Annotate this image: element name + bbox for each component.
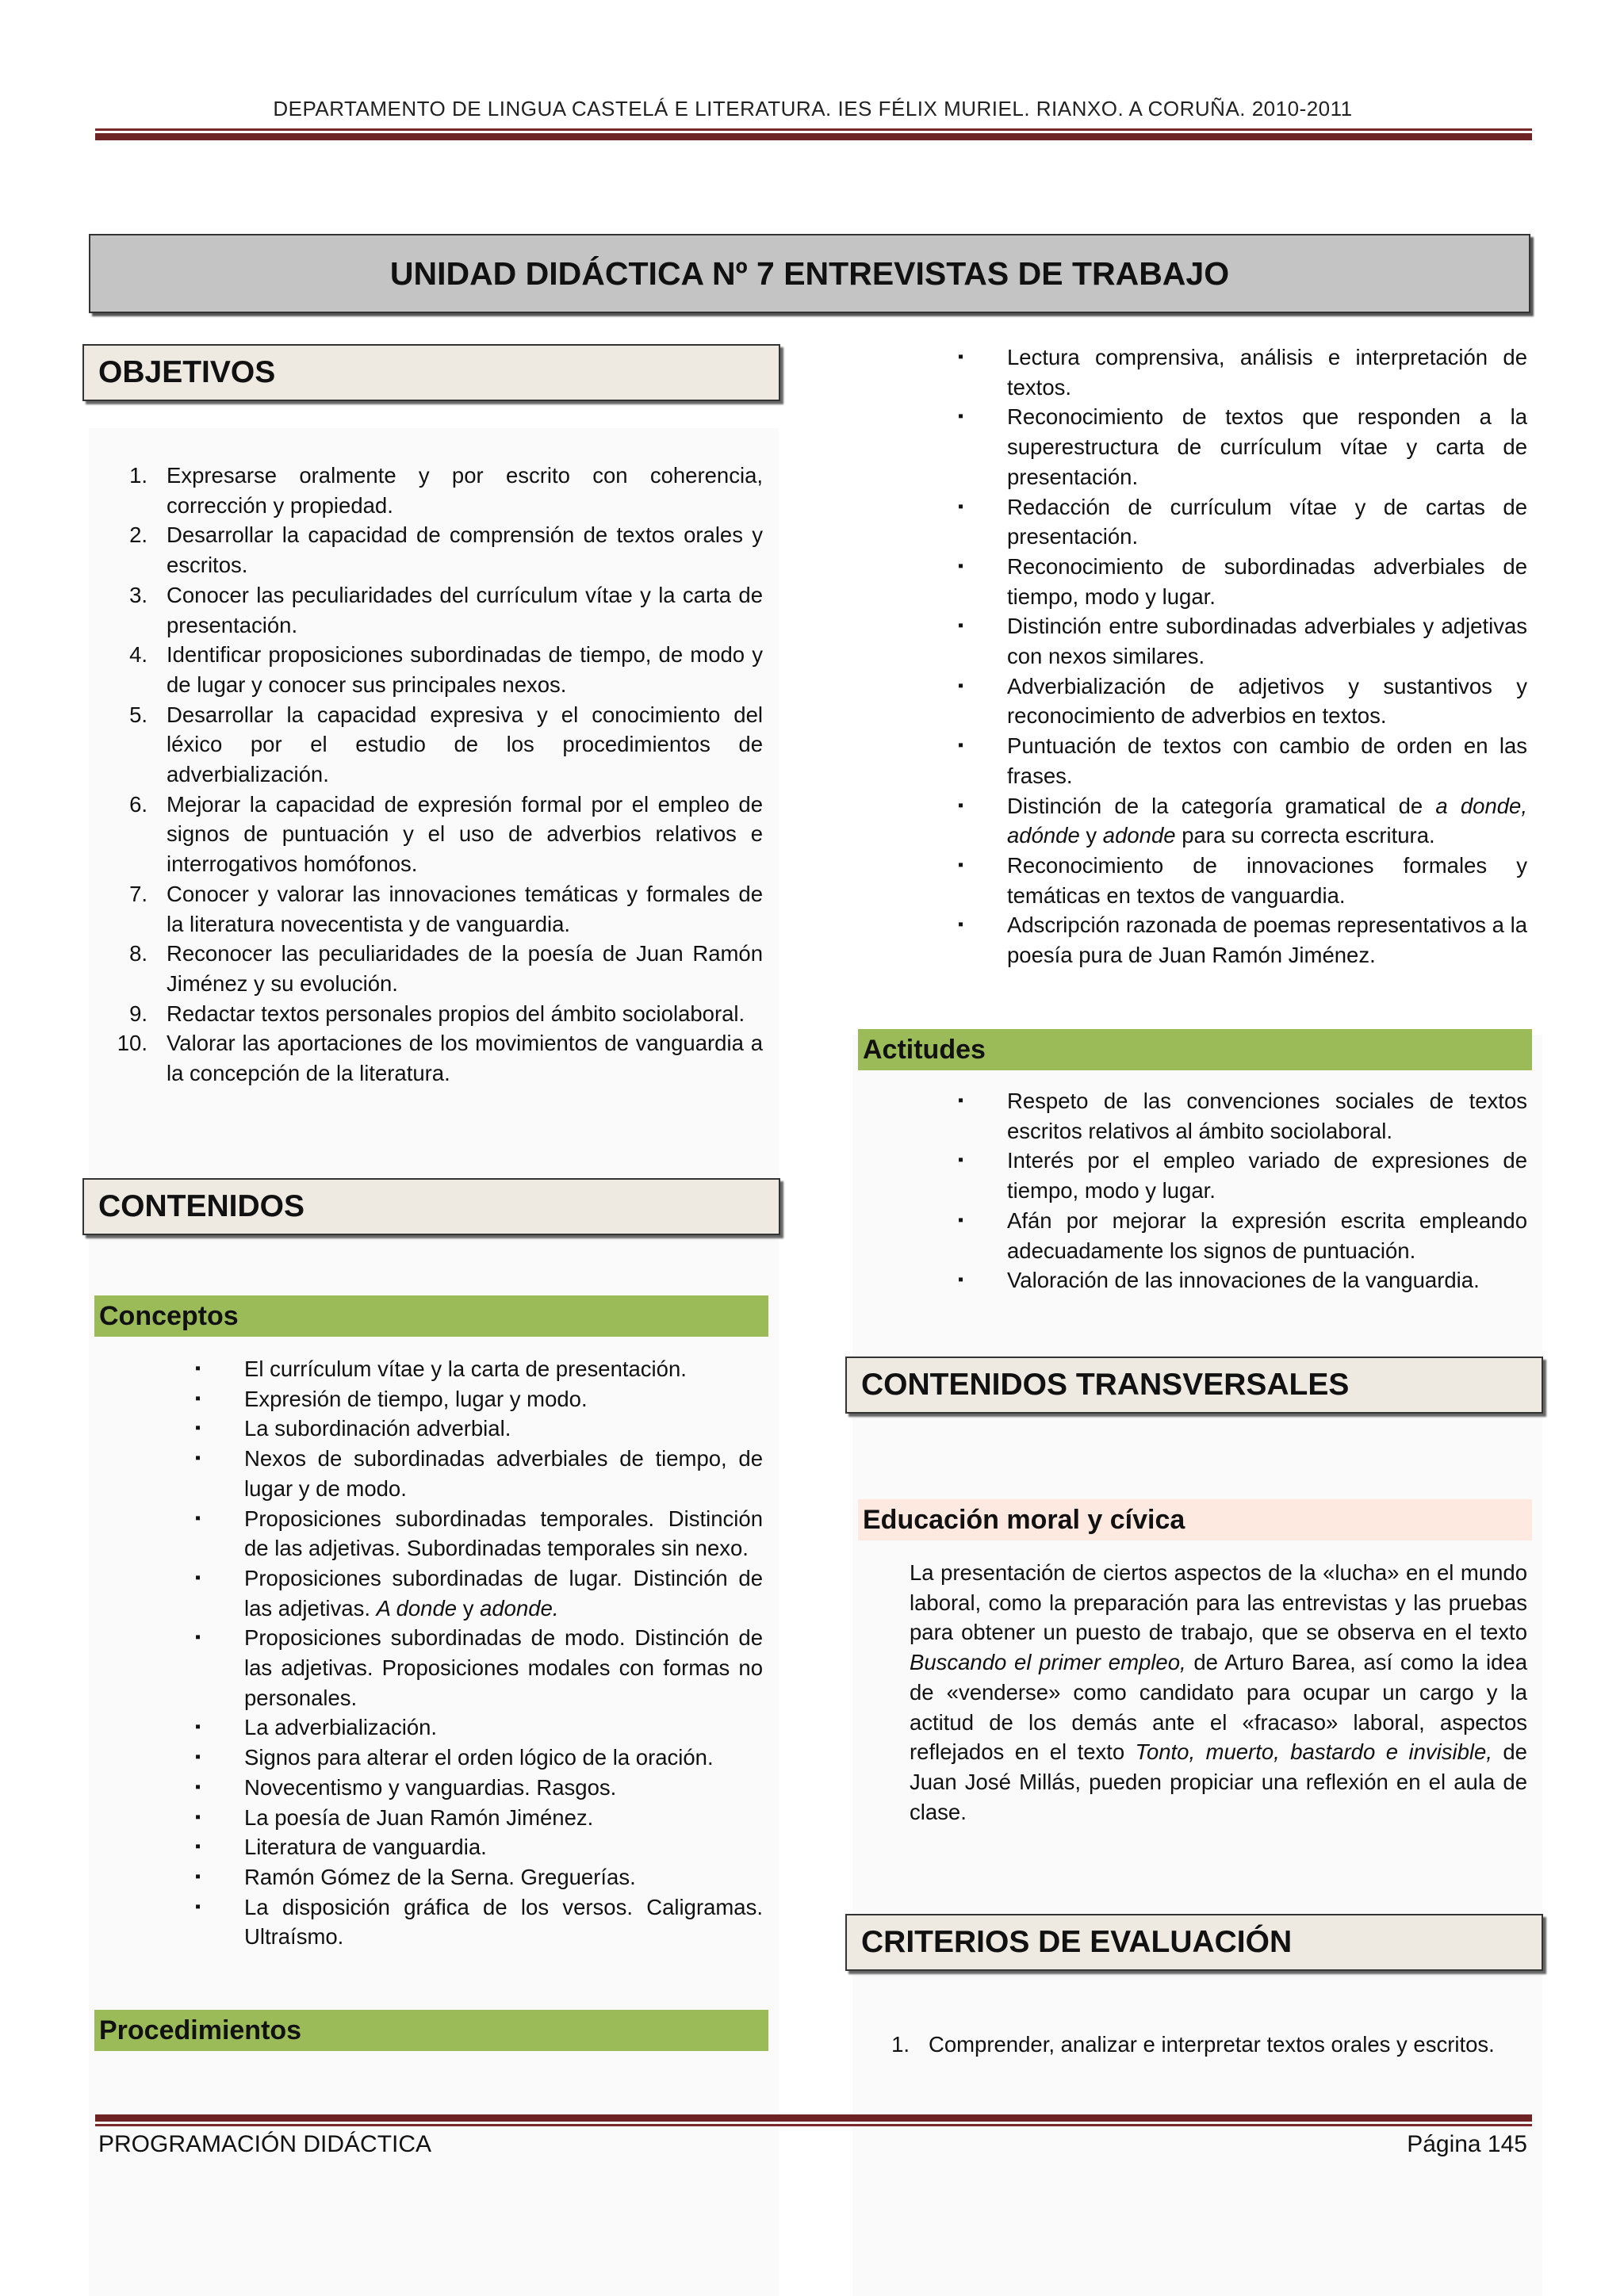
procedimiento-item [958, 342, 1527, 402]
objetivo-item-text: Identificar proposiciones subordinadas de tiempo, de modo y de lugar y conocer sus principales nexos. [167, 642, 763, 697]
objetivo-item-number: 1. [129, 463, 147, 488]
actitud-item-text: Interés por el empleo variado de expresiones de tiempo, modo y lugar. [1007, 1148, 1527, 1203]
concepto-item-text: Novecentismo y vanguardias. Rasgos. [244, 1774, 617, 1800]
procedimientos-list [958, 342, 1527, 970]
concepto-item-text: Proposiciones subordinadas de lugar. Distinción de las adjetivas. A donde y adonde. [244, 1565, 763, 1621]
actitudes-list [958, 1086, 1527, 1295]
bullet-icon: ▪ [195, 1777, 201, 1796]
actitud-item [958, 1086, 1527, 1146]
concepto-item-text: Proposiciones subordinadas de modo. Distinción de las adjetivas. Proposiciones modales con formas no personales. [244, 1625, 763, 1710]
actitud-item-text: Valoración de las innovaciones de la vanguardia. [1007, 1268, 1480, 1293]
bullet-icon: ▪ [195, 1628, 201, 1647]
procedimiento-item-text: Redacción de currículum vítae y de cartas de presentación. [1007, 494, 1527, 549]
bullet-icon: ▪ [195, 1509, 201, 1527]
objetivo-item-number: 7. [129, 881, 147, 906]
contenidos-heading: CONTENIDOS [82, 1178, 780, 1235]
concepto-item-text: Nexos de subordinadas adverbiales de tiempo, de lugar y de modo. [244, 1446, 763, 1501]
bullet-icon: ▪ [958, 1271, 964, 1289]
bullet-icon: ▪ [958, 796, 964, 814]
concepto-item-text: La poesía de Juan Ramón Jiménez. [244, 1804, 594, 1830]
criterio-item [860, 2030, 1527, 2060]
page-header: DEPARTAMENTO DE LINGUA CASTELÁ E LITERATURA. IES FÉLIX MURIEL. RIANXO. A CORUÑA. 2010-2011 [273, 97, 1353, 121]
objetivo-item-text: Valorar las aportaciones de los movimientos de vanguardia a la concepción de la literatura. [167, 1031, 763, 1086]
concepto-item [195, 1892, 763, 1952]
concepto-item [195, 1832, 763, 1862]
procedimiento-item [958, 851, 1527, 910]
bullet-icon: ▪ [195, 1360, 201, 1377]
procedimiento-item-text: Distinción entre subordinadas adverbiales y adjetivas con nexos similares. [1007, 614, 1527, 669]
procedimiento-item [958, 672, 1527, 731]
procedimiento-item-text: Reconocimiento de subordinadas adverbiales de tiempo, modo y lugar. [1007, 553, 1527, 609]
bullet-icon: ▪ [958, 617, 964, 635]
bullet-icon: ▪ [958, 1211, 964, 1229]
concepto-item [195, 1504, 763, 1563]
objetivo-item-number: 10. [117, 1031, 147, 1056]
bullet-icon: ▪ [195, 1867, 201, 1885]
objetivo-item [98, 700, 763, 790]
procedimiento-item-text: Adverbialización de adjetivos y sustantivos y reconocimiento de adverbios en textos. [1007, 673, 1527, 729]
procedimiento-item-text: Distinción de la categoría gramatical de a donde, adónde y adonde para su correcta escritura. [1007, 793, 1527, 848]
concepto-item [195, 1563, 763, 1623]
actitud-item [958, 1265, 1527, 1295]
bullet-icon: ▪ [195, 1897, 201, 1915]
bullet-icon: ▪ [195, 1419, 201, 1437]
bullet-icon: ▪ [958, 408, 964, 426]
criterio-item-text: Comprender, analizar e interpretar textos orales y escritos. [929, 2032, 1495, 2057]
objetivo-item [98, 520, 763, 580]
procedimiento-item [958, 402, 1527, 492]
actitud-item-text: Respeto de las convenciones sociales de textos escritos relativos al ámbito sociolaboral. [1007, 1089, 1527, 1143]
concepto-item [195, 1623, 763, 1712]
procedimiento-item [958, 791, 1527, 851]
objetivo-item [98, 939, 763, 998]
bullet-icon: ▪ [958, 557, 964, 575]
moral-paragraph: La presentación de ciertos aspectos de la «lucha» en el mundo laboral, como la preparación para las entrevistas y las pruebas para obtener un puesto de trabajo, que se observa en el texto Buscando el primer empleo, de Arturo Barea, así como la idea de «venderse» como candidato para ocupar un cargo y la actitud de los demás ante el «fracaso» laboral, aspectos reflejados en el texto Tonto, muerto, bastardo e invisible, de Juan José Millás, pueden propiciar una reflexión en el aula de clase. [910, 1560, 1527, 1824]
criterios-list [860, 2030, 1527, 2060]
footer-rule [95, 2114, 1532, 2126]
procedimientos-heading: Procedimientos [94, 2010, 768, 2051]
objetivos-list [98, 461, 763, 1089]
concepto-item-text: Signos para alterar el orden lógico de la oración. [244, 1745, 714, 1770]
criterio-item-number: 1. [891, 2032, 910, 2057]
objetivo-item-number: 9. [129, 1001, 147, 1026]
objetivo-item [98, 1028, 763, 1088]
conceptos-heading: Conceptos [94, 1295, 768, 1337]
bullet-icon: ▪ [958, 855, 964, 874]
procedimiento-item [958, 731, 1527, 790]
objetivo-item-text: Desarrollar la capacidad de comprensión de textos orales y escritos. [167, 522, 763, 578]
concepto-item [195, 1414, 763, 1444]
concepto-item [195, 1862, 763, 1892]
objetivo-item-number: 2. [129, 522, 147, 548]
objetivo-item-text: Mejorar la capacidad de expresión formal por el empleo de signos de puntuación y el uso de adverbios relativos e interrogativos homófonos. [167, 791, 763, 877]
bullet-icon: ▪ [958, 348, 964, 365]
bullet-icon: ▪ [195, 1389, 201, 1407]
objetivo-item-number: 6. [129, 791, 147, 817]
concepto-item [195, 1773, 763, 1803]
objetivo-item-text: Reconocer las peculiaridades de la poesía de Juan Ramón Jiménez y su evolución. [167, 941, 763, 996]
objetivo-item [98, 790, 763, 879]
concepto-item [195, 1743, 763, 1773]
criterios-heading: CRITERIOS DE EVALUACIÓN [845, 1914, 1543, 1971]
conceptos-list [195, 1354, 763, 1952]
concepto-item [195, 1444, 763, 1503]
bullet-icon: ▪ [195, 1449, 201, 1468]
header-rule [95, 128, 1532, 140]
bullet-icon: ▪ [958, 497, 964, 515]
bullet-icon: ▪ [195, 1838, 201, 1856]
bullet-icon: ▪ [958, 676, 964, 695]
objetivo-item [98, 580, 763, 640]
footer-page-number: Página 145 [1407, 2131, 1527, 2157]
objetivo-item-text: Conocer las peculiaridades del currículum vítae y la carta de presentación. [167, 582, 763, 637]
bullet-icon: ▪ [195, 1718, 201, 1736]
procedimiento-item [958, 611, 1527, 671]
procedimiento-item [958, 910, 1527, 970]
actitudes-heading: Actitudes [858, 1029, 1532, 1070]
objetivo-item-number: 3. [129, 582, 147, 607]
objetivo-item-text: Redactar textos personales propios del ámbito sociolaboral. [167, 1001, 745, 1026]
unit-title: UNIDAD DIDÁCTICA Nº 7 ENTREVISTAS DE TRABAJO [89, 234, 1530, 313]
objetivo-item-text: Conocer y valorar las innovaciones temáticas y formales de la literatura novecentista y de vanguardia. [167, 881, 763, 936]
bullet-icon: ▪ [958, 1092, 964, 1109]
bullet-icon: ▪ [195, 1808, 201, 1826]
transversales-heading: CONTENIDOS TRANSVERSALES [845, 1357, 1543, 1414]
procedimiento-item [958, 492, 1527, 552]
concepto-item-text: Proposiciones subordinadas temporales. Distinción de las adjetivas. Subordinadas temporales sin nexo. [244, 1506, 763, 1561]
concepto-item [195, 1354, 763, 1384]
actitud-item [958, 1146, 1527, 1205]
bullet-icon: ▪ [958, 916, 964, 934]
bullet-icon: ▪ [195, 1748, 201, 1766]
procedimiento-item-text: Reconocimiento de textos que responden a la superestructura de currículum vítae y carta de presentación. [1007, 404, 1527, 489]
concepto-item [195, 1712, 763, 1743]
procedimiento-item [958, 552, 1527, 611]
concepto-item-text: El currículum vítae y la carta de presentación. [244, 1357, 687, 1381]
procedimiento-item-text: Adscripción razonada de poemas representativos a la poesía pura de Juan Ramón Jiménez. [1007, 913, 1527, 968]
procedimiento-item-text: Reconocimiento de innovaciones formales y temáticas en textos de vanguardia. [1007, 852, 1527, 908]
concepto-item-text: La disposición gráfica de los versos. Caligramas. Ultraísmo. [244, 1894, 763, 1950]
concepto-item-text: La subordinación adverbial. [244, 1416, 511, 1441]
concepto-item-text: Literatura de vanguardia. [244, 1835, 487, 1860]
objetivo-item-text: Desarrollar la capacidad expresiva y el conocimiento del léxico por el estudio de los procedimientos de adverbialización. [167, 702, 763, 787]
footer-left: PROGRAMACIÓN DIDÁCTICA [98, 2131, 432, 2157]
concepto-item-text: Ramón Gómez de la Serna. Greguerías. [244, 1864, 636, 1889]
moral-heading: Educación moral y cívica [858, 1499, 1532, 1540]
procedimiento-item-text: Puntuación de textos con cambio de orden en las frases. [1007, 733, 1527, 788]
bullet-icon: ▪ [958, 1151, 964, 1169]
concepto-item [195, 1803, 763, 1833]
bullet-icon: ▪ [195, 1568, 201, 1586]
concepto-item-text: Expresión de tiempo, lugar y modo. [244, 1386, 588, 1411]
objetivo-item [98, 640, 763, 699]
objetivo-item-number: 4. [129, 642, 147, 668]
procedimiento-item-text: Lectura comprensiva, análisis e interpretación de textos. [1007, 345, 1527, 400]
objetivos-heading: OBJETIVOS [82, 344, 780, 401]
concepto-item-text: La adverbialización. [244, 1715, 438, 1740]
objetivo-item-number: 5. [129, 702, 147, 727]
objetivo-item [98, 999, 763, 1029]
actitud-item-text: Afán por mejorar la expresión escrita empleando adecuadamente los signos de puntuación. [1007, 1207, 1527, 1263]
objetivo-item [98, 879, 763, 939]
concepto-item [195, 1384, 763, 1414]
objetivo-item-text: Expresarse oralmente y por escrito con coherencia, corrección y propiedad. [167, 463, 763, 518]
bullet-icon: ▪ [958, 737, 964, 755]
objetivo-item [98, 461, 763, 520]
actitud-item [958, 1206, 1527, 1265]
objetivo-item-number: 8. [129, 941, 147, 966]
